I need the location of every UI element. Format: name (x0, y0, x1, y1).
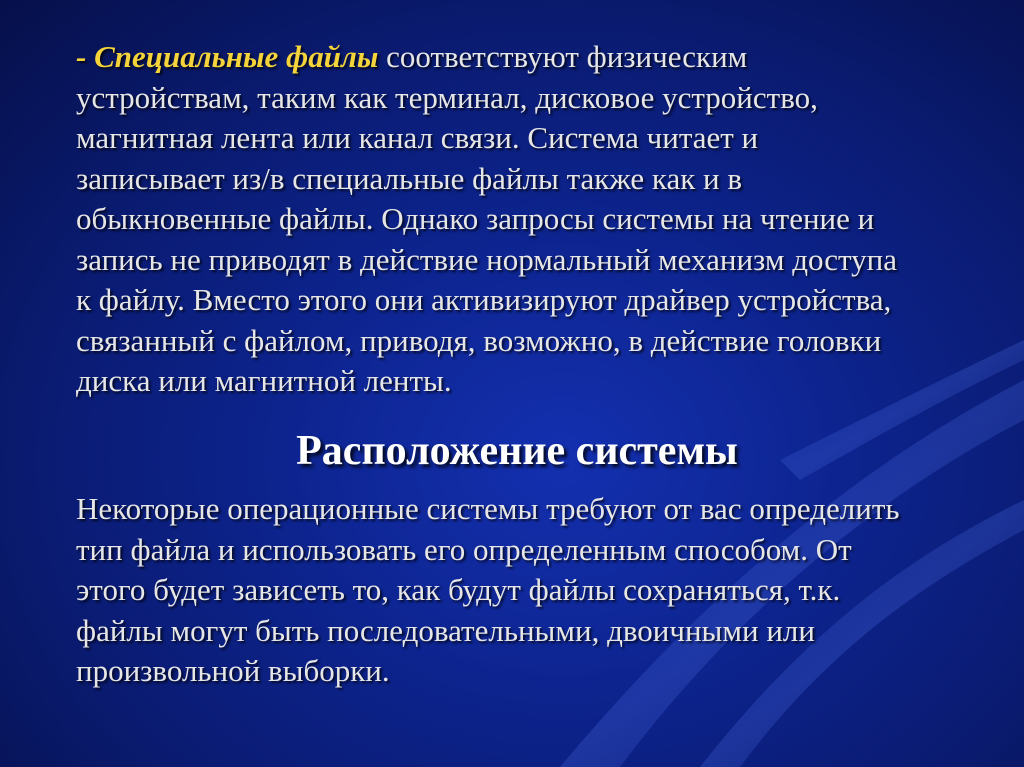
paragraph-line: к файлу. Вместо этого они активизируют драйвер устройства, (76, 282, 892, 317)
paragraph-line: обыкновенные файлы. Однако запросы системы на чтение и (76, 201, 875, 236)
paragraph-line: магнитная лента или канал связи. Система читает и (76, 120, 759, 155)
paragraph-line: тип файла и использовать его определенным способом. От (76, 531, 852, 567)
paragraph-system-location (76, 489, 996, 692)
paragraph-special-files (76, 37, 996, 402)
paragraph-line: файлы могут быть последовательными, двоичными или (76, 612, 815, 648)
paragraph-line: этого будет зависеть то, как будут файлы сохраняться, т.к. (76, 572, 841, 607)
paragraph-line: устройствам, таким как терминал, дисковое устройство, (76, 79, 818, 115)
paragraph-line: произвольной выборки. (76, 653, 390, 688)
paragraph-line: запись не приводят в действие нормальный механизм доступа (76, 241, 898, 277)
highlight-term: - Специальные файлы (76, 39, 379, 74)
paragraph-line: связанный с файлом, приводя, возможно, в действие головки (76, 322, 882, 358)
paragraph-line: Некоторые операционные системы требуют от вас определить (76, 491, 900, 526)
section-heading: Расположение системы (296, 428, 738, 474)
paragraph-line: - Специальные файлы соответствуют физическим (76, 39, 748, 74)
paragraph-line: диска или магнитной ленты. (76, 363, 452, 398)
paragraph-line: записывает из/в специальные файлы также как и в (76, 160, 742, 196)
